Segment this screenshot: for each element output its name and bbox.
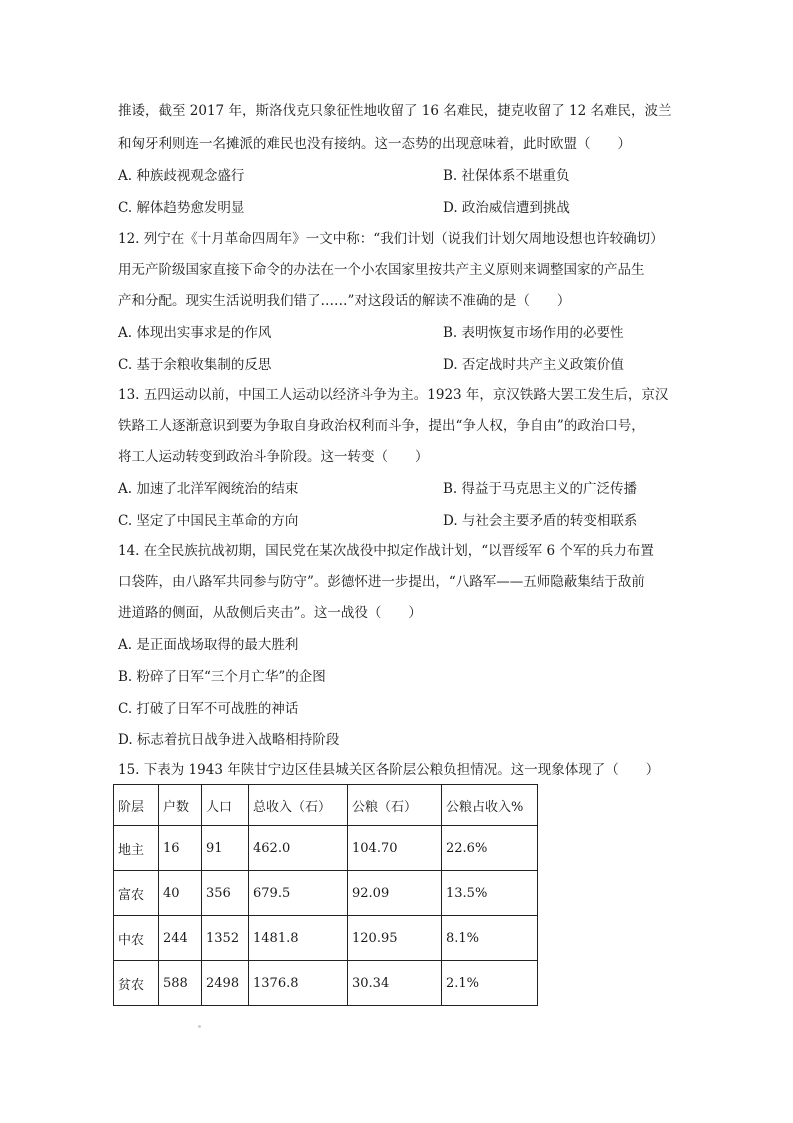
option-a: A. 体现出实事求是的作风: [118, 325, 272, 341]
table-cell: 244: [159, 916, 202, 961]
table-cell: 104.70: [348, 826, 442, 871]
question-14-line: 口袋阵，由八路军共同参与防守”。彭德怀进一步提出，“八路军——五师隐蔽集结于敌前: [118, 574, 645, 590]
table-cell: 2.1%: [442, 961, 538, 1006]
text-line: 推诿，截至 2017 年，斯洛伐克只象征性地收留了 16 名难民，捷克收留了 12 名难民，波兰: [118, 103, 672, 119]
table-cell: 13.5%: [442, 871, 538, 916]
option-d: D. 否定战时共产主义政策价值: [443, 357, 624, 373]
table-header-cell: 户数: [159, 785, 202, 826]
question-12-line: 用无产阶级国家直接下命令的办法在一个小农国家里按共产主义原则来调整国家的产品生: [118, 262, 645, 278]
table-cell: 地主: [114, 826, 159, 871]
table-cell: 356: [202, 871, 249, 916]
table-header-cell: 公粮（石）: [348, 785, 442, 826]
option-c: C. 解体趋势愈发明显: [118, 200, 245, 216]
question-13-line: 铁路工人逐渐意识到要为争取自身政治权利而斗争，提出“争人权，争自由”的政治口号，: [118, 418, 645, 434]
scan-speck: [198, 1025, 201, 1028]
table-cell: 91: [202, 826, 249, 871]
table-header-cell: 总收入（石）: [249, 785, 348, 826]
question-12-line: 12. 列宁在《十月革命四周年》一文中称：“我们计划（说我们计划欠周地设想也许较确切）: [118, 231, 664, 247]
table-cell: 2498: [202, 961, 249, 1006]
option-b: B. 粉碎了日军“三个月亡华”的企图: [118, 669, 326, 685]
option-b: B. 表明恢复市场作用的必要性: [443, 325, 624, 341]
option-a: A. 加速了北洋军阀统治的结束: [118, 481, 299, 497]
option-d: D. 政治威信遭到挑战: [443, 200, 570, 216]
option-c: C. 基于余粮收集制的反思: [118, 357, 272, 373]
table-cell: 462.0: [249, 826, 348, 871]
option-d: D. 与社会主要矛盾的转变相联系: [443, 513, 638, 529]
question-14-line: 进道路的侧面，从敌侧后夹击”。这一战役（ ）: [118, 605, 422, 621]
option-d: D. 标志着抗日战争进入战略相持阶段: [118, 732, 340, 748]
option-c: C. 打破了日军不可战胜的神话: [118, 701, 299, 717]
grain-burden-table: [113, 784, 538, 1006]
table-cell: 16: [159, 826, 202, 871]
table-row: [114, 871, 538, 916]
table-cell: 92.09: [348, 871, 442, 916]
table-cell: 679.5: [249, 871, 348, 916]
table-cell: 贫农: [114, 961, 159, 1006]
table-cell: 8.1%: [442, 916, 538, 961]
table-cell: 40: [159, 871, 202, 916]
table-cell: 富农: [114, 871, 159, 916]
question-14-line: 14. 在全民族抗战初期，国民党在某次战役中拟定作战计划，“以晋绥军 6 个军的兵力布置: [118, 543, 654, 559]
option-b: B. 社保体系不堪重负: [443, 168, 570, 184]
table-cell: 中农: [114, 916, 159, 961]
question-13-line: 将工人运动转变到政治斗争阶段。这一转变（ ）: [118, 449, 429, 465]
table-row: [114, 916, 538, 961]
table-header-cell: 公粮占收入%: [442, 785, 538, 826]
question-12-line: 产和分配。现实生活说明我们错了……”对这段话的解读不准确的是（ ）: [118, 293, 571, 309]
question-15-line: 15. 下表为 1943 年陕甘宁边区佳县城关区各阶层公粮负担情况。这一现象体现了（ ）: [118, 762, 660, 778]
table-row: [114, 961, 538, 1006]
table-row: [114, 826, 538, 871]
table-cell: 588: [159, 961, 202, 1006]
option-c: C. 坚定了中国民主革命的方向: [118, 513, 299, 529]
table-header-cell: 人口: [202, 785, 249, 826]
option-b: B. 得益于马克思主义的广泛传播: [443, 481, 638, 497]
table-cell: 30.34: [348, 961, 442, 1006]
table-cell: 1481.8: [249, 916, 348, 961]
table-header-row: [114, 785, 538, 826]
table-cell: 120.95: [348, 916, 442, 961]
table-cell: 22.6%: [442, 826, 538, 871]
question-13-line: 13. 五四运动以前，中国工人运动以经济斗争为主。1923 年，京汉铁路大罢工发生后，京汉: [118, 387, 669, 403]
table-header-cell: 阶层: [114, 785, 159, 826]
table-cell: 1376.8: [249, 961, 348, 1006]
option-a: A. 种族歧视观念盛行: [118, 168, 245, 184]
option-a: A. 是正面战场取得的最大胜利: [118, 637, 299, 653]
text-line: 和匈牙利则连一名摊派的难民也没有接纳。这一态势的出现意味着，此时欧盟（ ）: [118, 136, 631, 152]
table-cell: 1352: [202, 916, 249, 961]
